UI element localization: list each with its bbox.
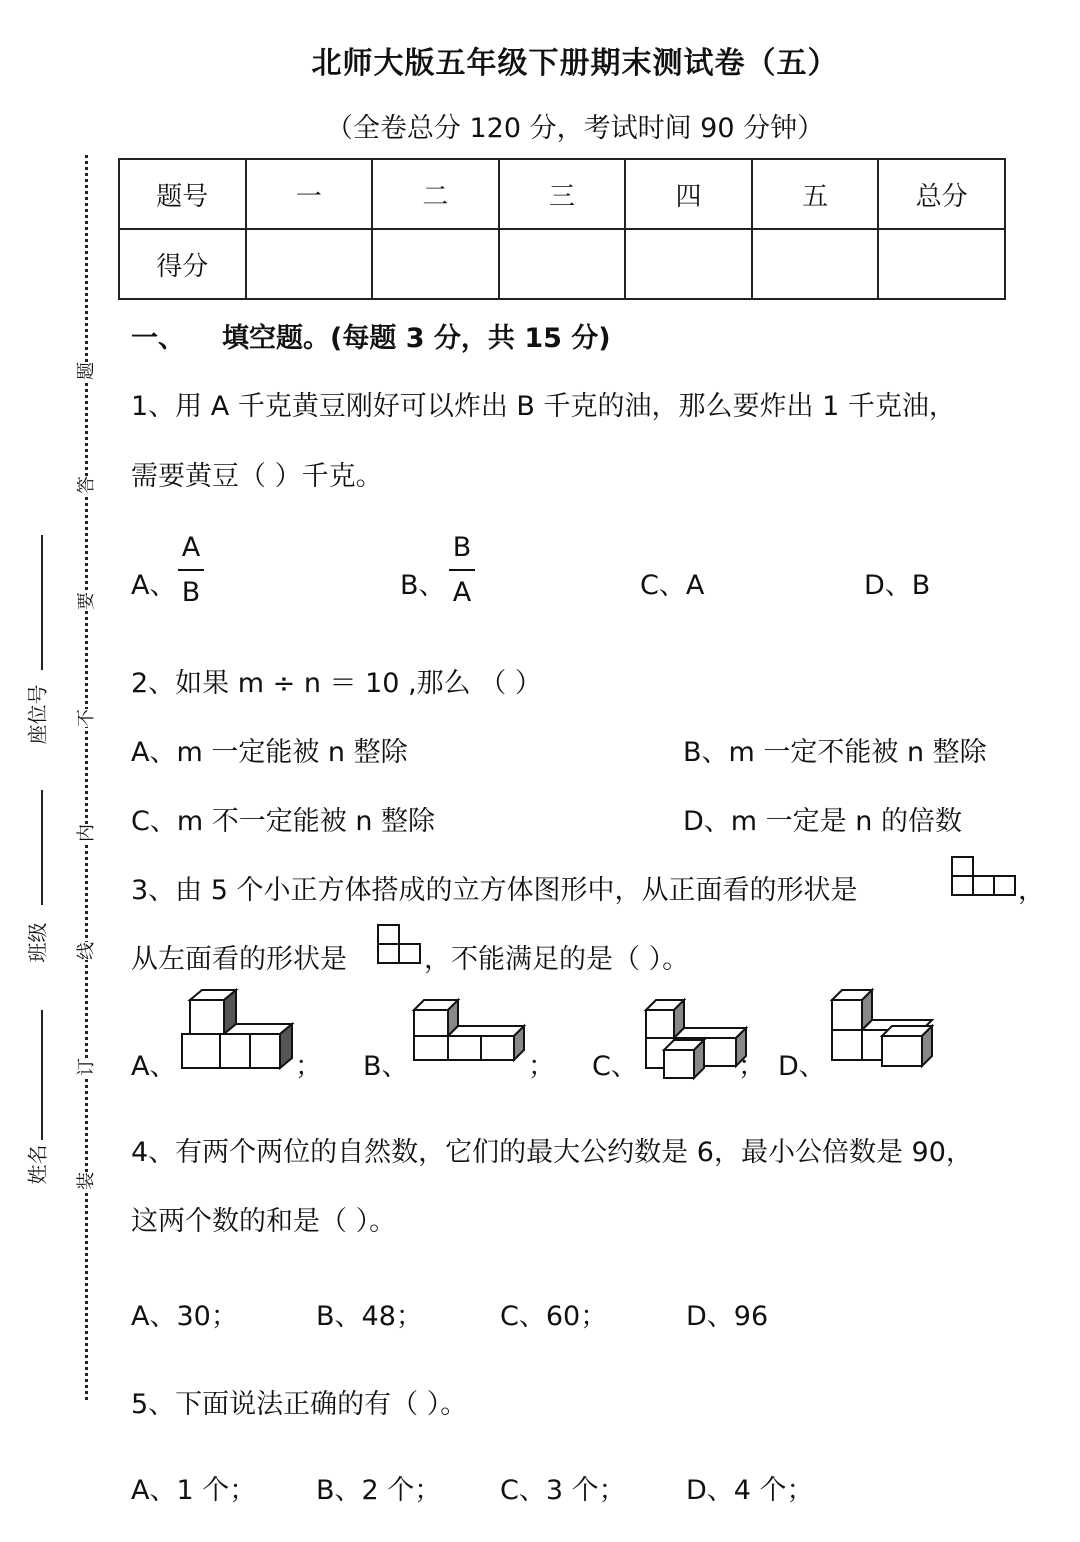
q1-option-d: D、B [864,570,931,601]
q3-separator: ； [738,1051,765,1082]
page-title: 北师大版五年级下册期末测试卷（五） [311,46,839,81]
q1-stem-line2: 需要黄豆（ ）千克。 [131,461,383,492]
score-cell[interactable] [372,229,499,299]
table-cell: 题号 [119,159,246,229]
fraction-numerator: A [181,532,201,563]
q2-option-c: C、m 不一定能被 n 整除 [131,806,436,837]
margin-warning-char: 内 [74,824,100,842]
left-view-shape-icon [377,924,423,964]
q2-stem: 2、如果 m ÷ n ＝ 10 ,那么 （ ） [131,668,542,699]
table-cell: 四 [625,159,752,229]
class-label: 班级 [25,922,50,963]
q5-option-a: A、1 个； [131,1475,257,1506]
q5-stem: 5、下面说法正确的有（ ）。 [131,1389,468,1420]
score-table-header-row [119,159,1005,229]
margin-warning-char: 线 [74,942,100,960]
score-table [118,158,1006,300]
page-subtitle: （全卷总分 120 分，考试时间 90 分钟） [325,113,825,144]
margin-warning-char: 答 [74,476,100,494]
fraction-bar [178,569,204,571]
score-cell[interactable] [878,229,1005,299]
margin-warning-char: 装 [74,1172,100,1190]
q1-option-a-fraction [178,534,204,606]
table-cell: 一 [246,159,373,229]
name-label: 姓名 [25,1144,50,1185]
q2-option-a: A、m 一定能被 n 整除 [131,737,408,768]
q3-option-b-label: B、 [363,1051,409,1082]
seat-number-blank [41,535,43,670]
binding-dotted-line [85,155,88,1400]
q1-option-c: C、A [640,570,705,601]
q3-option-a-label: A、 [131,1051,177,1082]
score-cell[interactable] [499,229,626,299]
q5-option-c: C、3 个； [500,1475,626,1506]
q3-stem-comma: ， [1018,875,1045,906]
q1-stem-line1: 1、用 A 千克黄豆刚好可以炸出 B 千克的油，那么要炸出 1 千克油， [131,391,956,422]
seat-number-label: 座位号 [25,684,50,745]
front-view-shape-icon [951,856,1017,896]
q4-option-a: A、30； [131,1301,238,1332]
q3-option-b-cube-figure [410,998,530,1062]
q1-option-a-prefix: A、 [131,570,177,601]
q3-separator: ； [528,1051,555,1082]
q4-stem-line2: 这两个数的和是（ ）。 [131,1206,397,1237]
q1-option-b-prefix: B、 [400,570,446,601]
q4-option-b: B、48； [316,1301,423,1332]
q3-option-d-label: D、 [778,1051,826,1082]
q3-stem-line2-end: ，不能满足的是（ ）。 [424,944,690,975]
q2-option-b: B、m 一定不能被 n 整除 [683,737,987,768]
q4-option-c: C、60； [500,1301,608,1332]
table-cell: 三 [499,159,626,229]
table-cell: 五 [752,159,879,229]
margin-warning-char: 题 [74,362,100,380]
fraction-numerator: B [452,532,472,563]
q3-option-d-cube-figure [830,990,940,1070]
q3-option-c-label: C、 [592,1051,638,1082]
score-cell[interactable] [246,229,373,299]
score-table-score-row [119,229,1005,299]
fraction-bar [449,569,475,571]
q4-option-d: D、96 [686,1301,769,1332]
q3-option-c-cube-figure [642,998,752,1080]
score-cell[interactable] [752,229,879,299]
section-heading: 填空题。(每题 3 分，共 15 分) [222,323,611,354]
q3-separator: ； [295,1051,322,1082]
margin-warning-char: 不 [74,709,100,727]
margin-warning-char: 订 [74,1058,100,1076]
q3-stem-line1: 3、由 5 个小正方体搭成的立方体图形中，从正面看的形状是 [131,875,858,906]
name-blank [41,1010,43,1140]
q2-option-d: D、m 一定是 n 的倍数 [683,806,962,837]
margin-warning-char: 要 [74,592,100,610]
q5-option-b: B、2 个； [316,1475,442,1506]
fraction-denominator: A [452,577,472,608]
table-cell: 得分 [119,229,246,299]
table-cell: 二 [372,159,499,229]
q4-stem-line1: 4、有两个两位的自然数，它们的最大公约数是 6，最小公倍数是 90， [131,1137,973,1168]
section-number: 一、 [131,323,185,354]
q3-stem-line2-start: 从左面看的形状是 [131,944,347,975]
q1-option-b-fraction [449,534,475,606]
fraction-denominator: B [181,577,201,608]
q5-option-d: D、4 个； [686,1475,814,1506]
table-cell: 总分 [878,159,1005,229]
score-cell[interactable] [625,229,752,299]
q3-option-a-cube-figure [178,990,298,1072]
class-blank [41,790,43,905]
